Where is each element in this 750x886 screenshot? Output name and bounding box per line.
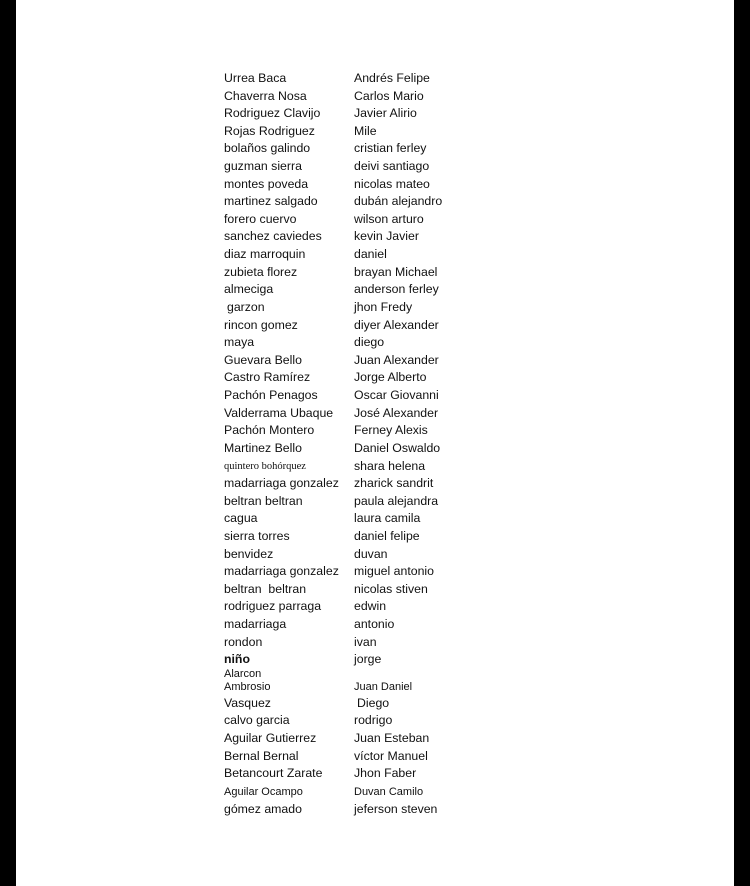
- given-name-cell: miguel antonio: [354, 564, 434, 578]
- given-name-cell: José Alexander: [354, 406, 439, 420]
- given-name-cell: daniel: [354, 247, 387, 261]
- given-name-cell: diego: [354, 335, 385, 349]
- surname-cell: rodriguez parraga: [224, 599, 322, 613]
- surname-cell: Alarcon: [224, 668, 262, 680]
- given-name-cell: cristian ferley: [354, 141, 427, 155]
- given-name-cell: Diego: [357, 696, 390, 710]
- given-name-cell: anderson ferley: [354, 282, 439, 296]
- surname-cell: martinez salgado: [224, 194, 318, 208]
- surname-cell: Aguilar Gutierrez: [224, 731, 317, 745]
- surname-cell: madarriaga gonzalez: [224, 564, 339, 578]
- name-row: [16, 123, 734, 140]
- given-name-cell: Juan Esteban: [354, 731, 430, 745]
- surname-cell: garzon: [227, 300, 265, 314]
- name-row: [16, 510, 734, 527]
- surname-cell: Castro Ramírez: [224, 370, 311, 384]
- given-name-cell: Juan Alexander: [354, 353, 439, 367]
- surname-cell: Guevara Bello: [224, 353, 302, 367]
- name-row: [16, 387, 734, 404]
- surname-cell: rondon: [224, 635, 263, 649]
- surname-cell: beltran beltran: [224, 494, 303, 508]
- name-row: [16, 695, 734, 712]
- surname-cell: sierra torres: [224, 529, 290, 543]
- name-row: [16, 730, 734, 747]
- surname-cell: almeciga: [224, 282, 274, 296]
- given-name-cell: kevin Javier: [354, 229, 419, 243]
- document-page: [16, 0, 734, 886]
- name-row: [16, 264, 734, 281]
- name-row: [16, 598, 734, 615]
- name-row: [16, 70, 734, 87]
- surname-cell: Chaverra Nosa: [224, 89, 307, 103]
- name-row: [16, 712, 734, 729]
- name-row: [16, 748, 734, 765]
- name-row: [16, 140, 734, 157]
- given-name-cell: Jorge Alberto: [354, 370, 427, 384]
- given-name-cell: dubán alejandro: [354, 194, 443, 208]
- surname-cell: Pachón Montero: [224, 423, 315, 437]
- surname-cell: Martinez Bello: [224, 441, 302, 455]
- given-name-cell: Ferney Alexis: [354, 423, 428, 437]
- surname-cell: Urrea Baca: [224, 71, 287, 85]
- given-name-cell: Andrés Felipe: [354, 71, 430, 85]
- given-name-cell: nicolas mateo: [354, 177, 430, 191]
- given-name-cell: Jhon Faber: [354, 766, 417, 780]
- surname-cell: sanchez caviedes: [224, 229, 322, 243]
- name-row: [16, 405, 734, 422]
- name-row: [16, 634, 734, 651]
- given-name-cell: zharick sandrit: [354, 476, 434, 490]
- name-row: [16, 193, 734, 210]
- surname-cell: Vasquez: [224, 696, 271, 710]
- surname-cell: Ambrosio: [224, 681, 271, 693]
- surname-cell: cagua: [224, 511, 258, 525]
- given-name-cell: Carlos Mario: [354, 89, 424, 103]
- name-row: [16, 616, 734, 633]
- name-row: [16, 546, 734, 563]
- name-row: [16, 784, 734, 801]
- given-name-cell: daniel felipe: [354, 529, 420, 543]
- name-row: [16, 88, 734, 105]
- name-row: [16, 246, 734, 263]
- given-name-cell: Daniel Oswaldo: [354, 441, 441, 455]
- name-row: [16, 563, 734, 580]
- name-row: [16, 317, 734, 334]
- name-row: [16, 801, 734, 818]
- name-row: [16, 679, 734, 696]
- given-name-cell: jeferson steven: [354, 802, 438, 816]
- given-name-cell: jhon Fredy: [354, 300, 413, 314]
- name-row: [16, 281, 734, 298]
- given-name-cell: laura camila: [354, 511, 421, 525]
- surname-cell: beltran beltran: [224, 582, 307, 596]
- surname-cell: diaz marroquin: [224, 247, 306, 261]
- given-name-cell: brayan Michael: [354, 265, 438, 279]
- given-name-cell: nicolas stiven: [354, 582, 428, 596]
- given-name-cell: víctor Manuel: [354, 749, 428, 763]
- given-name-cell: Oscar Giovanni: [354, 388, 439, 402]
- surname-cell: maya: [224, 335, 255, 349]
- name-row: [16, 352, 734, 369]
- given-name-cell: Juan Daniel: [354, 681, 413, 693]
- name-row: [16, 299, 734, 316]
- surname-cell: Pachón Penagos: [224, 388, 318, 402]
- surname-cell: Rodriguez Clavijo: [224, 106, 321, 120]
- name-row: [16, 105, 734, 122]
- given-name-cell: jorge: [354, 652, 382, 666]
- surname-cell: madarriaga gonzalez: [224, 476, 339, 490]
- surname-cell: gómez amado: [224, 802, 302, 816]
- surname-cell: bolaños galindo: [224, 141, 311, 155]
- surname-cell: Rojas Rodriguez: [224, 124, 315, 138]
- name-row: [16, 440, 734, 457]
- given-name-cell: antonio: [354, 617, 395, 631]
- surname-cell: Betancourt Zarate: [224, 766, 323, 780]
- name-row: [16, 228, 734, 245]
- surname-cell: zubieta florez: [224, 265, 298, 279]
- given-name-cell: Duvan Camilo: [354, 786, 424, 798]
- surname-cell: Aguilar Ocampo: [224, 786, 303, 798]
- given-name-cell: edwin: [354, 599, 387, 613]
- given-name-cell: shara helena: [354, 459, 426, 473]
- name-row: [16, 422, 734, 439]
- name-row: [16, 176, 734, 193]
- surname-cell: benvidez: [224, 547, 274, 561]
- surname-cell: montes poveda: [224, 177, 309, 191]
- name-row: [16, 158, 734, 175]
- name-row: [16, 369, 734, 386]
- surname-cell: quintero bohórquez: [224, 461, 306, 472]
- name-row: [16, 765, 734, 782]
- surname-cell: niño: [224, 652, 250, 666]
- surname-cell: madarriaga: [224, 617, 287, 631]
- given-name-cell: deivi santiago: [354, 159, 430, 173]
- name-row: [16, 581, 734, 598]
- name-row: [16, 211, 734, 228]
- surname-cell: calvo garcia: [224, 713, 290, 727]
- given-name-cell: Javier Alirio: [354, 106, 417, 120]
- given-name-cell: wilson arturo: [354, 212, 424, 226]
- surname-cell: forero cuervo: [224, 212, 297, 226]
- name-row: [16, 493, 734, 510]
- name-row: [16, 458, 734, 475]
- surname-cell: Valderrama Ubaque: [224, 406, 334, 420]
- name-row: [16, 475, 734, 492]
- given-name-cell: diyer Alexander: [354, 318, 439, 332]
- given-name-cell: ivan: [354, 635, 377, 649]
- given-name-cell: Mile: [354, 124, 377, 138]
- given-name-cell: paula alejandra: [354, 494, 439, 508]
- surname-cell: Bernal Bernal: [224, 749, 299, 763]
- given-name-cell: rodrigo: [354, 713, 393, 727]
- name-row: [16, 528, 734, 545]
- given-name-cell: duvan: [354, 547, 388, 561]
- surname-cell: rincon gomez: [224, 318, 298, 332]
- name-row: [16, 334, 734, 351]
- surname-cell: guzman sierra: [224, 159, 302, 173]
